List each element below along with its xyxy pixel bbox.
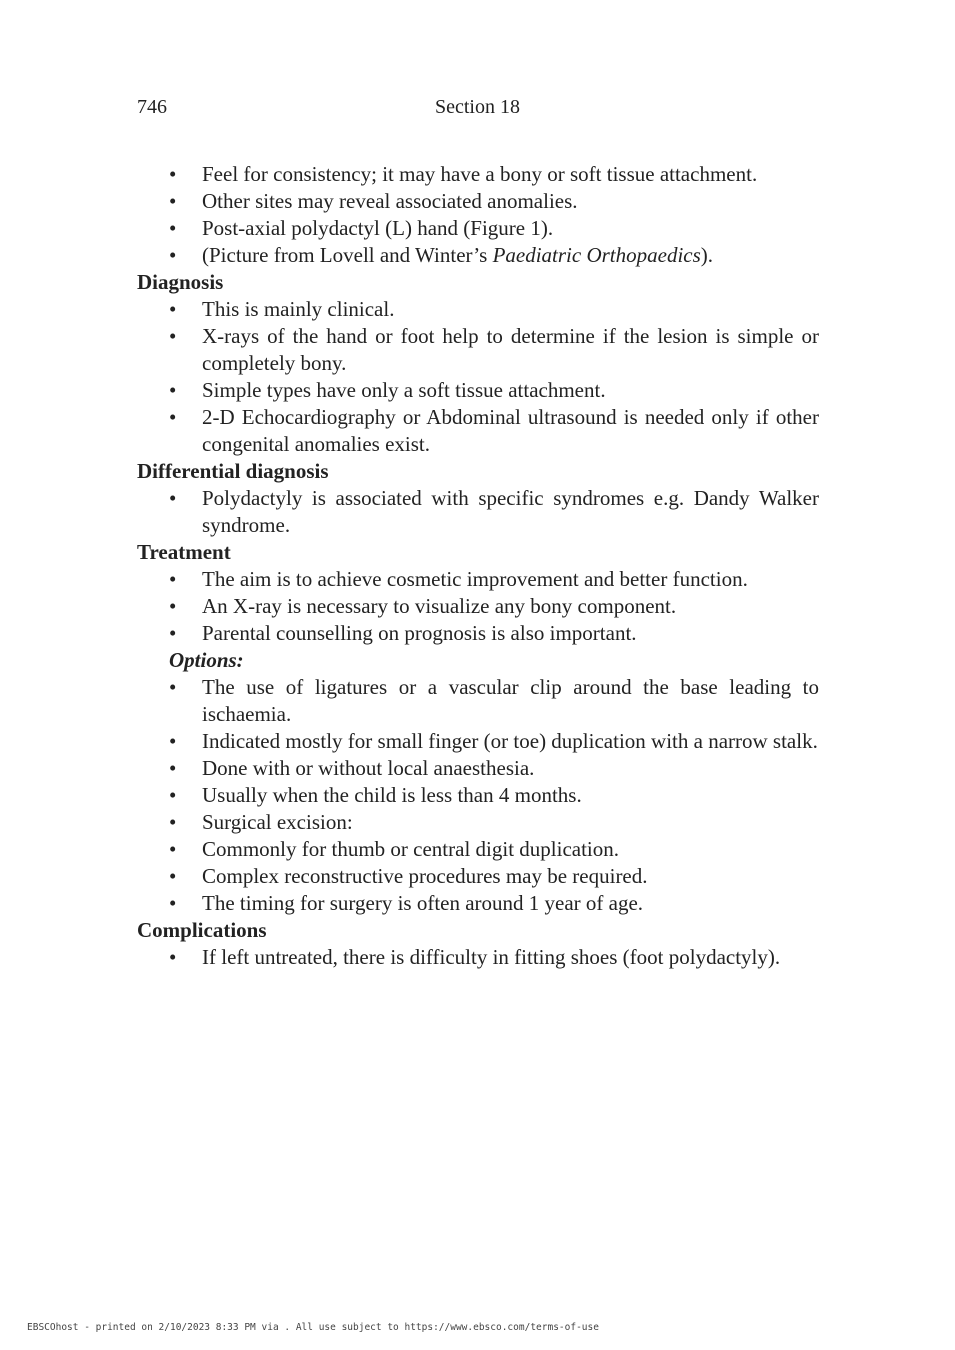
list-item: • Other sites may reveal associated anomalies. bbox=[137, 188, 819, 215]
differential-diagnosis-heading: Differential diagnosis bbox=[137, 459, 329, 483]
list-item: • An X-ray is necessary to visualize any bony component. bbox=[137, 593, 819, 620]
running-head: Section 18 bbox=[435, 96, 520, 118]
list-item: • Done with or without local anaesthesia. bbox=[137, 755, 819, 782]
treatment-options-list bbox=[137, 674, 819, 917]
picture-credit-item bbox=[137, 242, 819, 269]
page-number: 746 bbox=[137, 96, 167, 118]
picture-credit-suffix: ). bbox=[700, 243, 714, 267]
list-item: • If left untreated, there is difficulty in fitting shoes (foot polydactyly). bbox=[137, 944, 819, 971]
list-item: • 2-D Echocardiography or Abdominal ultrasound is needed only if other congenital anomalies exist. bbox=[137, 404, 819, 458]
picture-credit-prefix: (Picture from Lovell and Winter’s bbox=[202, 243, 493, 267]
list-item: • Polydactyly is associated with specific syndromes e.g. Dandy Walker syndrome. bbox=[137, 485, 819, 539]
list-item: • This is mainly clinical. bbox=[137, 296, 819, 323]
diagnosis-heading: Diagnosis bbox=[137, 270, 224, 294]
page-content bbox=[137, 161, 819, 971]
list-item: • Simple types have only a soft tissue attachment. bbox=[137, 377, 819, 404]
list-item: • Feel for consistency; it may have a bony or soft tissue attachment. bbox=[137, 161, 819, 188]
list-item: • Complex reconstructive procedures may be required. bbox=[137, 863, 819, 890]
list-item: • Indicated mostly for small finger (or toe) duplication with a narrow stalk. bbox=[137, 728, 819, 755]
list-item: • Usually when the child is less than 4 months. bbox=[137, 782, 819, 809]
list-item: • Parental counselling on prognosis is also important. bbox=[137, 620, 819, 647]
complications-heading: Complications bbox=[137, 918, 267, 942]
list-item: • Surgical excision: bbox=[137, 809, 819, 836]
differential-diagnosis-list bbox=[137, 485, 819, 539]
list-item: • X-rays of the hand or foot help to determine if the lesion is simple or completely bony. bbox=[137, 323, 819, 377]
print-footer: EBSCOhost - printed on 2/10/2023 8:33 PM via . All use subject to https://www.ebsco.com/terms-of-use bbox=[27, 1322, 599, 1333]
intro-list bbox=[137, 161, 819, 269]
book-title: Paediatric Orthopaedics bbox=[492, 243, 701, 267]
list-item: • The use of ligatures or a vascular clip around the base leading to ischaemia. bbox=[137, 674, 819, 728]
treatment-list bbox=[137, 566, 819, 647]
list-item: • Commonly for thumb or central digit duplication. bbox=[137, 836, 819, 863]
list-item: • The aim is to achieve cosmetic improvement and better function. bbox=[137, 566, 819, 593]
list-item: • The timing for surgery is often around 1 year of age. bbox=[137, 890, 819, 917]
options-label: Options: bbox=[169, 648, 244, 672]
complications-list bbox=[137, 944, 819, 971]
treatment-heading: Treatment bbox=[137, 540, 231, 564]
diagnosis-list bbox=[137, 296, 819, 458]
list-item: • Post-axial polydactyl (L) hand (Figure 1). bbox=[137, 215, 819, 242]
